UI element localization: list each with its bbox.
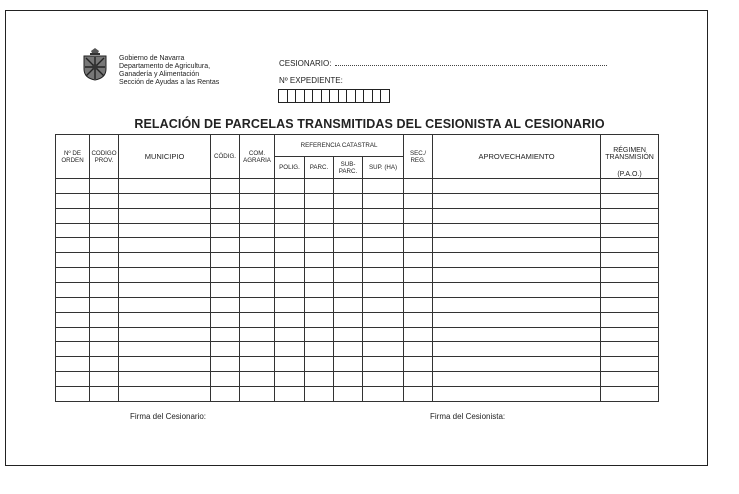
table-cell[interactable] — [56, 223, 90, 238]
table-cell[interactable] — [433, 223, 601, 238]
table-row — [56, 342, 659, 357]
table-cell[interactable] — [119, 357, 211, 372]
table-cell[interactable] — [211, 297, 240, 312]
table-cell[interactable] — [404, 312, 433, 327]
table-cell[interactable] — [305, 327, 334, 342]
table-cell[interactable] — [90, 312, 119, 327]
col-header-regimen — [601, 135, 659, 179]
table-cell[interactable] — [305, 223, 334, 238]
table-cell[interactable] — [334, 297, 363, 312]
table-cell[interactable] — [240, 223, 275, 238]
table-cell[interactable] — [56, 179, 90, 194]
table-cell[interactable] — [119, 312, 211, 327]
table-cell[interactable] — [240, 283, 275, 298]
table-cell[interactable] — [404, 179, 433, 194]
table-row — [56, 193, 659, 208]
table-cell[interactable] — [119, 193, 211, 208]
table-cell[interactable] — [90, 208, 119, 223]
table-cell[interactable] — [404, 342, 433, 357]
table-cell[interactable] — [433, 357, 601, 372]
table-cell[interactable] — [363, 193, 404, 208]
table-cell[interactable] — [363, 268, 404, 283]
table-cell[interactable] — [90, 357, 119, 372]
table-cell[interactable] — [404, 193, 433, 208]
table-cell[interactable] — [433, 327, 601, 342]
org-line: Gobierno de Navarra — [119, 55, 185, 62]
table-row — [56, 253, 659, 268]
table-cell[interactable] — [404, 253, 433, 268]
table-cell[interactable] — [240, 387, 275, 402]
cesionario-label: CESIONARIO: — [279, 59, 332, 68]
firma-cesionario-label: Firma del Cesionario: — [130, 412, 207, 421]
table-cell[interactable] — [56, 297, 90, 312]
table-cell[interactable] — [56, 312, 90, 327]
col-header-codig: CÓDIG. — [211, 135, 240, 179]
table-cell[interactable] — [211, 342, 240, 357]
table-cell[interactable] — [601, 253, 659, 268]
org-line: Ganadería y Alimentación — [119, 71, 200, 78]
organization-block — [119, 55, 219, 87]
table-cell[interactable] — [334, 387, 363, 402]
table-cell[interactable] — [56, 357, 90, 372]
col-header-com-agraria: COM. AGRARIA — [240, 135, 275, 179]
table-cell[interactable] — [240, 372, 275, 387]
table-cell[interactable] — [404, 238, 433, 253]
table-cell[interactable] — [56, 238, 90, 253]
table-cell[interactable] — [363, 283, 404, 298]
table-row — [56, 238, 659, 253]
col-header-codigo-prov: CODIGO PROV. — [90, 135, 119, 179]
table-cell[interactable] — [305, 268, 334, 283]
table-cell[interactable] — [601, 342, 659, 357]
col-header-sec-reg: SEC./ REG. — [404, 135, 433, 179]
table-row — [56, 327, 659, 342]
table-cell[interactable] — [90, 179, 119, 194]
firma-cesionista-label: Firma del Cesionista: — [430, 412, 506, 421]
table-row — [56, 372, 659, 387]
table-cell[interactable] — [601, 223, 659, 238]
table-cell[interactable] — [211, 193, 240, 208]
table-cell[interactable] — [363, 342, 404, 357]
table-cell[interactable] — [240, 193, 275, 208]
org-line: Sección de Ayudas a las Rentas — [119, 79, 220, 86]
table-cell[interactable] — [275, 268, 305, 283]
table-cell[interactable] — [433, 372, 601, 387]
table-cell[interactable] — [363, 223, 404, 238]
table-cell[interactable] — [404, 327, 433, 342]
table-cell[interactable] — [404, 223, 433, 238]
table-row — [56, 387, 659, 402]
table-cell[interactable] — [334, 208, 363, 223]
table-cell[interactable] — [601, 208, 659, 223]
table-row — [56, 268, 659, 283]
org-line: Departamento de Agricultura, — [119, 63, 211, 70]
table-cell[interactable] — [211, 387, 240, 402]
table-cell[interactable] — [275, 238, 305, 253]
table-cell[interactable] — [363, 387, 404, 402]
table-cell[interactable] — [433, 179, 601, 194]
table-cell[interactable] — [334, 357, 363, 372]
table-cell[interactable] — [334, 312, 363, 327]
table-cell[interactable] — [601, 327, 659, 342]
table-cell[interactable] — [275, 179, 305, 194]
table-cell[interactable] — [433, 208, 601, 223]
table-cell[interactable] — [56, 342, 90, 357]
col-header-subparc: SUB-PARC. — [334, 157, 363, 179]
table-cell[interactable] — [119, 208, 211, 223]
table-cell[interactable] — [275, 342, 305, 357]
table-cell[interactable] — [119, 179, 211, 194]
table-cell[interactable] — [363, 253, 404, 268]
table-cell[interactable] — [90, 253, 119, 268]
table-cell[interactable] — [90, 193, 119, 208]
cesionario-field[interactable] — [335, 65, 607, 66]
table-cell[interactable] — [90, 223, 119, 238]
table-cell[interactable] — [305, 283, 334, 298]
table-cell[interactable] — [240, 312, 275, 327]
table-cell[interactable] — [56, 387, 90, 402]
table-cell[interactable] — [56, 327, 90, 342]
table-cell[interactable] — [90, 297, 119, 312]
table-cell[interactable] — [90, 342, 119, 357]
table-cell[interactable] — [90, 238, 119, 253]
regimen-sub-label: (P.A.O.) — [617, 171, 642, 178]
table-cell[interactable] — [334, 179, 363, 194]
table-cell[interactable] — [601, 357, 659, 372]
table-cell[interactable] — [433, 238, 601, 253]
form-title: RELACIÓN DE PARCELAS TRANSMITIDAS DEL CESIONISTA AL CESIONARIO — [134, 117, 605, 131]
col-header-sup: SUP. (HA) — [363, 157, 404, 179]
table-cell[interactable] — [275, 327, 305, 342]
table-cell[interactable] — [433, 253, 601, 268]
table-cell[interactable] — [433, 312, 601, 327]
expediente-boxes[interactable] — [278, 89, 389, 103]
table-cell[interactable] — [211, 208, 240, 223]
table-cell[interactable] — [404, 357, 433, 372]
col-header-municipio: MUNICIPIO — [119, 135, 211, 179]
table-cell[interactable] — [119, 253, 211, 268]
table-cell[interactable] — [275, 223, 305, 238]
table-cell[interactable] — [363, 357, 404, 372]
table-cell[interactable] — [275, 193, 305, 208]
table-cell[interactable] — [601, 283, 659, 298]
table-cell[interactable] — [240, 357, 275, 372]
table-cell[interactable] — [305, 253, 334, 268]
table-cell[interactable] — [334, 238, 363, 253]
table-cell[interactable] — [240, 238, 275, 253]
table-cell[interactable] — [240, 327, 275, 342]
table-cell[interactable] — [119, 268, 211, 283]
col-header-referencia-catastral: REFERENCIA CATASTRAL — [275, 135, 404, 157]
table-cell[interactable] — [56, 193, 90, 208]
col-header-aprovechamiento: APROVECHAMIENTO — [433, 135, 601, 179]
table-cell[interactable] — [601, 387, 659, 402]
table-row — [56, 297, 659, 312]
table-cell[interactable] — [240, 179, 275, 194]
table-cell[interactable] — [433, 193, 601, 208]
table-row — [56, 208, 659, 223]
table-cell[interactable] — [334, 327, 363, 342]
table-cell[interactable] — [90, 387, 119, 402]
table-row — [56, 357, 659, 372]
table-cell[interactable] — [90, 283, 119, 298]
parcels-table — [55, 134, 659, 402]
table-cell[interactable] — [211, 223, 240, 238]
table-cell[interactable] — [433, 283, 601, 298]
table-cell[interactable] — [601, 268, 659, 283]
table-cell[interactable] — [334, 193, 363, 208]
table-cell[interactable] — [305, 179, 334, 194]
table-cell[interactable] — [240, 297, 275, 312]
table-cell[interactable] — [240, 342, 275, 357]
table-cell[interactable] — [119, 297, 211, 312]
col-header-parc: PARC. — [305, 157, 334, 179]
table-cell[interactable] — [240, 208, 275, 223]
table-cell[interactable] — [363, 327, 404, 342]
table-cell[interactable] — [90, 327, 119, 342]
table-cell[interactable] — [433, 387, 601, 402]
table-cell[interactable] — [275, 208, 305, 223]
expediente-label: Nº EXPEDIENTE: — [279, 76, 343, 85]
table-cell[interactable] — [363, 297, 404, 312]
table-row — [56, 179, 659, 194]
table-cell[interactable] — [601, 297, 659, 312]
table-cell[interactable] — [119, 327, 211, 342]
table-cell[interactable] — [275, 253, 305, 268]
table-cell[interactable] — [275, 283, 305, 298]
table-cell[interactable] — [305, 357, 334, 372]
table-cell[interactable] — [404, 208, 433, 223]
table-cell[interactable] — [56, 283, 90, 298]
table-cell[interactable] — [433, 297, 601, 312]
regimen-label: RÉGIMEN TRANSMISIÓN — [605, 147, 654, 161]
table-cell[interactable] — [305, 312, 334, 327]
table-row — [56, 283, 659, 298]
table-cell[interactable] — [404, 297, 433, 312]
table-cell[interactable] — [211, 253, 240, 268]
table-cell[interactable] — [363, 372, 404, 387]
table-cell[interactable] — [275, 297, 305, 312]
table-cell[interactable] — [119, 238, 211, 253]
table-cell[interactable] — [211, 238, 240, 253]
table-cell[interactable] — [211, 268, 240, 283]
table-row — [56, 312, 659, 327]
table-cell[interactable] — [363, 312, 404, 327]
table-cell[interactable] — [433, 268, 601, 283]
table-cell[interactable] — [334, 342, 363, 357]
table-cell[interactable] — [240, 253, 275, 268]
table-cell[interactable] — [334, 223, 363, 238]
table-cell[interactable] — [119, 223, 211, 238]
table-cell[interactable] — [305, 297, 334, 312]
table-cell[interactable] — [211, 327, 240, 342]
table-cell[interactable] — [275, 312, 305, 327]
col-header-orden: Nº DE ORDEN — [56, 135, 90, 179]
table-cell[interactable] — [305, 372, 334, 387]
table-cell[interactable] — [601, 312, 659, 327]
table-cell[interactable] — [404, 387, 433, 402]
table-cell[interactable] — [404, 283, 433, 298]
table-cell[interactable] — [119, 342, 211, 357]
table-cell[interactable] — [404, 268, 433, 283]
table-cell[interactable] — [601, 238, 659, 253]
table-cell[interactable] — [305, 208, 334, 223]
table-cell[interactable] — [305, 238, 334, 253]
table-cell[interactable] — [305, 342, 334, 357]
table-cell[interactable] — [90, 372, 119, 387]
table-cell[interactable] — [56, 253, 90, 268]
table-cell[interactable] — [363, 179, 404, 194]
expediente-digit-box[interactable] — [380, 89, 390, 103]
table-cell[interactable] — [211, 372, 240, 387]
table-cell[interactable] — [211, 357, 240, 372]
table-cell[interactable] — [119, 387, 211, 402]
table-cell[interactable] — [275, 387, 305, 402]
table-cell[interactable] — [56, 208, 90, 223]
table-cell[interactable] — [56, 268, 90, 283]
table-cell[interactable] — [90, 268, 119, 283]
table-cell[interactable] — [433, 342, 601, 357]
table-cell[interactable] — [211, 283, 240, 298]
table-cell[interactable] — [305, 193, 334, 208]
navarra-coat-of-arms-icon — [82, 47, 108, 81]
table-cell[interactable] — [119, 372, 211, 387]
table-cell[interactable] — [240, 268, 275, 283]
table-cell[interactable] — [601, 372, 659, 387]
table-cell[interactable] — [211, 179, 240, 194]
table-cell[interactable] — [601, 179, 659, 194]
table-row — [56, 223, 659, 238]
table-cell[interactable] — [275, 357, 305, 372]
table-cell[interactable] — [275, 372, 305, 387]
table-cell[interactable] — [363, 238, 404, 253]
table-cell[interactable] — [211, 312, 240, 327]
table-cell[interactable] — [119, 283, 211, 298]
table-cell[interactable] — [334, 283, 363, 298]
table-cell[interactable] — [305, 387, 334, 402]
table-cell[interactable] — [363, 208, 404, 223]
table-cell[interactable] — [601, 193, 659, 208]
table-cell[interactable] — [334, 253, 363, 268]
table-cell[interactable] — [334, 268, 363, 283]
table-cell[interactable] — [334, 372, 363, 387]
table-cell[interactable] — [56, 372, 90, 387]
table-cell[interactable] — [404, 372, 433, 387]
col-header-polig: POLIG. — [275, 157, 305, 179]
